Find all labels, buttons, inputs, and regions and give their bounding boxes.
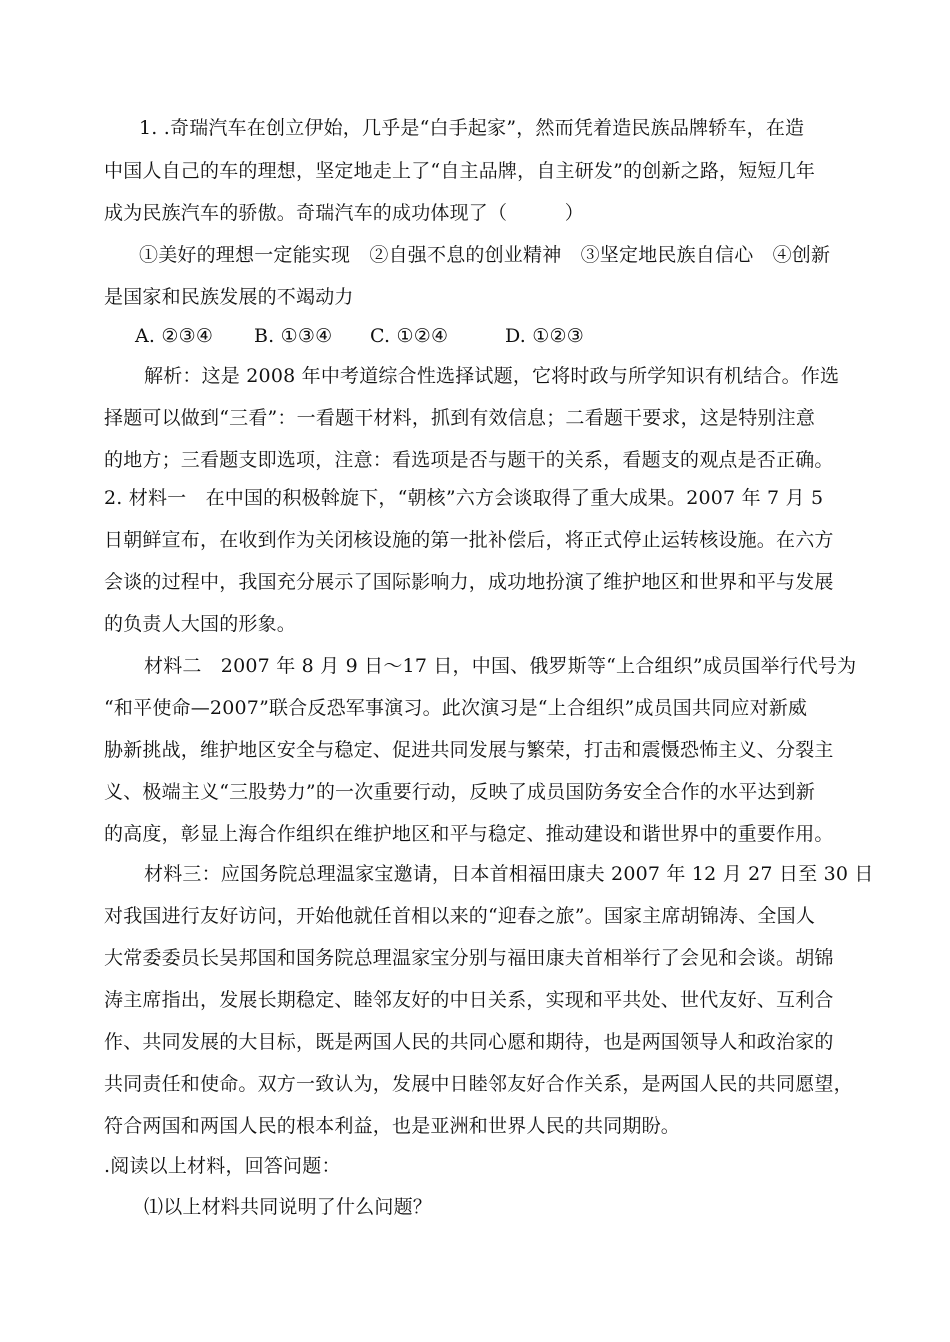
q2-material2-line: 的高度，彰显上海合作组织在维护地区和平与稳定、推动建设和谐世界中的重要作用。 (104, 823, 834, 845)
q2-material1-line: 会谈的过程中，我国充分展示了国际影响力，成功地扮演了维护地区和世界和平与发展 (104, 571, 834, 593)
q2-sub-question-1: ⑴以上材料共同说明了什么问题？ (144, 1196, 433, 1218)
q2-material1-line: 日朝鲜宣布，在收到作为关闭核设施的第一批补偿后，将正式停止运转核设施。在六方 (104, 529, 834, 551)
q1-statement-line: ①美好的理想一定能实现 ②自强不息的创业精神 ③坚定地民族自信心 ④创新 (139, 244, 831, 266)
q2-material3-line: 对我国进行友好访问，开始他就任首相以来的“迎春之旅”。国家主席胡锦涛、全国人 (104, 905, 816, 927)
q1-statement-line: 是国家和民族发展的不竭动力 (104, 286, 354, 308)
q2-material3-line: 符合两国和两国人民的根本利益，也是亚洲和世界人民的共同期盼。 (104, 1115, 681, 1137)
q1-option-b: B. ①③④ (254, 325, 333, 347)
q2-material3-line: 大常委委员长吴邦国和国务院总理温家宝分别与福田康夫首相举行了会见和会谈。胡锦 (104, 947, 834, 969)
q1-analysis-line: 解析：这是 2008 年中考道综合性选择试题，它将时政与所学知识有机结合。作选 (144, 365, 840, 387)
q1-analysis-line: 择题可以做到“三看”：一看题干材料，抓到有效信息；二看题干要求，这是特别注意 (104, 407, 816, 429)
q2-material3-line: 材料三：应国务院总理温家宝邀请，日本首相福田康夫 2007 年 12 月 27 日至 30 日 (144, 863, 874, 885)
q2-material3-line: 共同责任和使命。双方一致认为，发展中日睦邻友好合作关系，是两国人民的共同愿望， (104, 1073, 853, 1095)
q2-instruction: .阅读以上材料，回答问题： (104, 1155, 341, 1177)
q1-analysis-line: 的地方；三看题支即选项，注意：看选项是否与题干的关系，看题支的观点是否正确。 (104, 449, 834, 471)
q2-material2-line: “和平使命—2007”联合反恐军事演习。此次演习是“上合组织”成员国共同应对新威 (104, 697, 808, 719)
q1-stem-line: 1. .奇瑞汽车在创立伊始，几乎是“白手起家”，然而凭着造民族品牌轿车，在造 (139, 117, 805, 139)
q2-material2-line: 胁新挑战，维护地区安全与稳定、促进共同发展与繁荣，打击和震慑恐怖主义、分裂主 (104, 739, 834, 761)
q1-stem-line: 成为民族汽车的骄傲。奇瑞汽车的成功体现了（ ） (104, 202, 585, 224)
q2-material1-line: 的负责人大国的形象。 (104, 613, 297, 635)
q1-option-a: A. ②③④ (135, 325, 214, 347)
q2-material3-line: 作、共同发展的大目标，既是两国人民的共同心愿和期待，也是两国领导人和政治家的 (104, 1031, 834, 1053)
q2-material2-line: 材料二 2007 年 8 月 9 日～17 日，中国、俄罗斯等“上合组织”成员国举行代号为 (144, 655, 857, 677)
q2-material2-line: 义、极端主义“三股势力”的一次重要行动，反映了成员国防务安全合作的水平达到新 (104, 781, 816, 803)
q2-material1-line: 2. 材料一 在中国的积极斡旋下，“朝核”六方会谈取得了重大成果。2007 年 7 月 5 (104, 487, 824, 509)
q2-material3-line: 涛主席指出，发展长期稳定、睦邻友好的中日关系，实现和平共处、世代友好、互利合 (104, 989, 834, 1011)
q1-option-d: D. ①②③ (505, 325, 584, 347)
q1-stem-line: 中国人自己的车的理想，坚定地走上了“自主品牌，自主研发”的创新之路，短短几年 (104, 160, 816, 182)
q1-option-c: C. ①②④ (370, 325, 449, 347)
